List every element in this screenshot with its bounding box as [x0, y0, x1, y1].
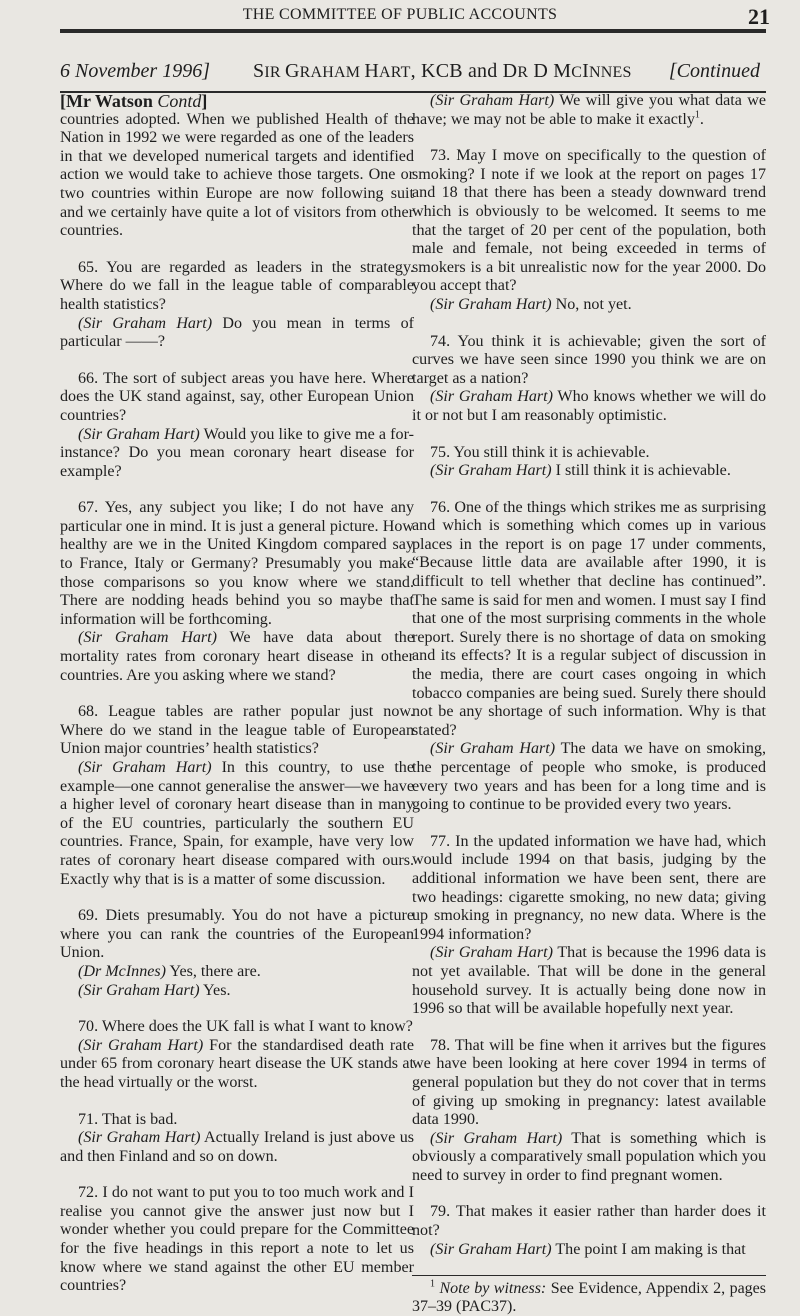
- question-71: 71. That is bad.: [78, 1110, 178, 1128]
- answer-74: (Sir Graham Hart) Who knows whether we will do it or not but I am reasonably optimistic.: [412, 388, 766, 424]
- answer-73: (Sir Graham Hart) No, not yet.: [430, 295, 632, 313]
- running-title: THE COMMITTEE OF PUBLIC ACCOUNTS: [242, 6, 558, 23]
- answer-65: (Sir Graham Hart) Do you mean in terms of particular ——?: [60, 314, 414, 351]
- header-rule-top: [60, 29, 766, 33]
- speaker-heading: [Mr Watson Contd]: [60, 91, 208, 111]
- left-column: [60, 92, 414, 1296]
- question-75: 75. You still think it is achievable.: [430, 443, 650, 461]
- answer-71: (Sir Graham Hart) Actually Ireland is just above us and then Finland and so on down.: [60, 1129, 414, 1165]
- answer-76: (Sir Graham Hart) The data we have on smoking, the percentage of people who smoke, is produced every two years and has been for a long time and is going to continue to be provided every two years.: [412, 740, 766, 814]
- question-77: 77. In the updated information we have had, which would include 1994 on that basis, judging by the additional information we have been sent, there are two headings: cigarette smoking, no new data; giving up smoking in pregnancy, no new data. Where is the 1994 information?: [412, 832, 766, 943]
- continued-label: [Continued: [668, 60, 760, 82]
- footnote: $^1$ Note by witness: See Evidence, Appendix 2, pages 37–39 (PAC37).: [412, 1278, 766, 1316]
- answer-69-hart: (Sir Graham Hart) Yes.: [78, 981, 231, 999]
- answer-75: (Sir Graham Hart) I still think it is achievable.: [430, 462, 731, 480]
- question-79: 79. That makes it easier rather than harder does it not?: [412, 1203, 766, 1240]
- question-73: 73. May I move on specifically to the question of smoking? I note if we look at the report on pages 17 and 18 that there has been a steady downward trend which is obviously to be welcomed. It seems to me that the target of 20 per cent of the population, both male and female, not being exceeded in terms of smokers is a bit unrealistic now for the year 2000. Do you accept that?: [412, 147, 766, 295]
- answer-paragraph: countries adopted. When we published Health of the Nation in 1992 we were regarded as one of the leaders in that we developed numerical targets and identified action we would take to achieve those targets. One or two countries within Europe are now following suit and we certainly have quite a lot of visitors from other countries.: [60, 110, 414, 240]
- answer-69-mcinnes: (Dr McInnes) Yes, there are.: [78, 962, 261, 980]
- question-65: 65. You are regarded as leaders in the strategy. Where do we fall in the league table of comparable health statistics?: [60, 258, 414, 313]
- witness-header: SIR GRAHAM HART, KCB and DR D MCINNES: [253, 60, 632, 82]
- question-72: 72. I do not want to put you to too much work and I realise you cannot give the answer just now but I wonder whether you could prepare for the Committee for the five headings in this report a note to let us know where we stand against the other EU member countries?: [60, 1184, 414, 1295]
- right-column: [412, 92, 766, 1316]
- answer-72: (Sir Graham Hart) We will give you what data we have; we may not be able to make it exactly$^1$.: [412, 92, 766, 128]
- question-74: 74. You think it is achievable; given the sort of curves we have seen since 1990 you think we are on target as a nation?: [412, 332, 766, 387]
- answer-78: (Sir Graham Hart) That is something which is obviously a comparatively small population which you need to survey in order to find pregnant women.: [412, 1129, 766, 1184]
- question-70: 70. Where does the UK fall is what I want to know?: [78, 1018, 413, 1036]
- hearing-date: 6 November 1996]: [60, 60, 210, 82]
- question-68: 68. League tables are rather popular just now. Where do we stand in the league table of European Union major countries’ health statistics?: [60, 703, 414, 758]
- answer-79: (Sir Graham Hart) The point I am making is that: [430, 1240, 746, 1258]
- footnote-ref[interactable]: 1: [694, 109, 700, 121]
- question-66: 66. The sort of subject areas you have here. Where does the UK stand against, say, other European Union countries?: [60, 369, 414, 424]
- answer-68: (Sir Graham Hart) In this country, to use the example—one cannot generalise the answer—we have a higher level of coronary heart disease than in many of the EU countries, particularly the southern EU countries. France, Spain, for example, have very low rates of coronary heart disease compared with ours. Exactly why that is is a matter of some discussion.: [60, 759, 414, 888]
- question-78: 78. That will be fine when it arrives but the figures we have been looking at here cover 1994 in terms of general population but they do not cover that in terms of giving up smoking in pregnancy: latest available data 1990.: [412, 1036, 766, 1129]
- question-76: 76. One of the things which strikes me as surprising and which is something which comes up in various places in the report is on page 17 under comments, “Because little data are available after 1990, it is difficult to tell whether that decline has continued”. The same is said for men and women. I must say I find that one of the most surprising comments in the whole report. Surely there is no shortage of data on smoking and its effects? It is a regular subject of discussion in the media, there are court cases ongoing in which tobacco companies are being sued. Surely there should not be any shortage of such information. Why is that stated?: [412, 498, 766, 739]
- answer-70: (Sir Graham Hart) For the standardised death rate under 65 from coronary heart disease the UK stands at the head virtually or the worst.: [60, 1036, 414, 1091]
- footnote-divider: [412, 1275, 766, 1276]
- question-67: 67. Yes, any subject you like; I do not have any particular one in mind. It is just a general picture. How healthy are we in the United Kingdom compared say to France, Italy or Germany? Presumably you make those comparisons so you know where we stand. There are nodding heads behind you so maybe that information will be forthcoming.: [60, 499, 414, 628]
- page-number: 21: [748, 4, 770, 29]
- answer-67: (Sir Graham Hart) We have data about the mortality rates from coronary heart disease in other countries. Are you asking where we stand?: [60, 629, 414, 684]
- question-69: 69. Diets presumably. You do not have a picture where you can rank the countries of the European Union.: [60, 907, 414, 962]
- answer-66: (Sir Graham Hart) Would you like to give me a for-instance? Do you mean coronary heart disease for example?: [60, 425, 414, 480]
- answer-77: (Sir Graham Hart) That is because the 1996 data is not yet available. That will be done in the general household survey. It is actually being done now in 1996 so that will be available hopefully next year.: [412, 944, 766, 1018]
